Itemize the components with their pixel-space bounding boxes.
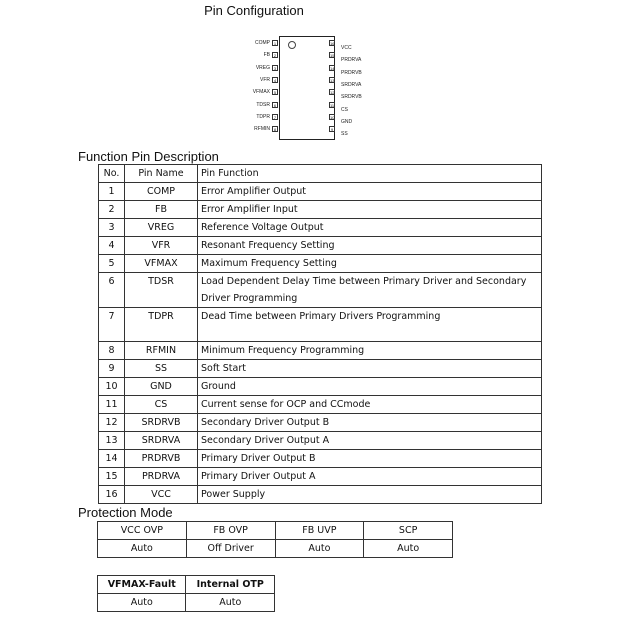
- pin-name-cell: FB: [125, 201, 198, 219]
- ic-chip-body: [279, 36, 335, 140]
- value-cell: Auto: [98, 540, 187, 558]
- pin-label: VREG: [255, 64, 270, 71]
- pin-function-cell: Minimum Frequency Programming: [198, 342, 542, 360]
- table-row: [99, 219, 542, 237]
- table-row: [99, 342, 542, 360]
- pin-function-cell: Current sense for OCP and CCmode: [198, 396, 542, 414]
- pin-number-cell: 2: [99, 201, 125, 219]
- table-row: [99, 414, 542, 432]
- pin-number-box: 13: [330, 77, 335, 83]
- table-row: [99, 308, 542, 342]
- pin-number-box: 16: [330, 41, 335, 46]
- pin-name-cell: VFR: [125, 237, 198, 255]
- pin-function-cell: Primary Driver Output B: [198, 450, 542, 468]
- pin-number-box: 15: [330, 53, 335, 59]
- table-row: [98, 540, 453, 558]
- pin-name-cell: PRDRVB: [125, 450, 198, 468]
- pin-description-table: [98, 164, 542, 504]
- pin-label: VFMAX: [252, 89, 270, 96]
- pin-label: PRDRVA: [341, 57, 362, 64]
- pin-function-cell: Error Amplifier Output: [198, 183, 542, 201]
- pin-name-cell: VFMAX: [125, 255, 198, 273]
- pin-function-cell: Ground: [198, 378, 542, 396]
- table-row: [99, 468, 542, 486]
- header-pin-name: Pin Name: [125, 165, 198, 183]
- table-row: [99, 450, 542, 468]
- pin-number-box: 3: [273, 65, 277, 71]
- pin-number-box: 5: [273, 90, 277, 96]
- pin-number-cell: 13: [99, 432, 125, 450]
- header-cell: Internal OTP: [186, 576, 275, 594]
- protection-mode-table: [97, 521, 453, 558]
- pin-number-box: 4: [273, 77, 277, 83]
- pin-desc-title: Function Pin Description: [78, 149, 219, 164]
- header-cell: FB UVP: [275, 522, 364, 540]
- pin-name-cell: SRDRVA: [125, 432, 198, 450]
- pin-number-cell: 6: [99, 273, 125, 308]
- pin-number-cell: 8: [99, 342, 125, 360]
- table-row: [98, 522, 453, 540]
- header-cell: FB OVP: [186, 522, 275, 540]
- pin1-notch-icon: [288, 41, 296, 49]
- value-cell: Auto: [364, 540, 453, 558]
- pin-label: TDSR: [256, 101, 270, 108]
- pin-function-cell: Dead Time between Primary Drivers Programming: [198, 308, 542, 342]
- pin-label: SS: [341, 131, 348, 138]
- pin-number-cell: 7: [99, 308, 125, 342]
- pin-name-cell: TDPR: [125, 308, 198, 342]
- pin-number-cell: 3: [99, 219, 125, 237]
- table-row: [99, 378, 542, 396]
- value-cell: Auto: [98, 594, 186, 612]
- pin-number-box: 1: [273, 41, 277, 46]
- pin-function-cell: Secondary Driver Output A: [198, 432, 542, 450]
- pin-label: PRDRVB: [341, 69, 362, 76]
- pin-number-cell: 14: [99, 450, 125, 468]
- pin-function-cell: Maximum Frequency Setting: [198, 255, 542, 273]
- protection-mode-table-2: [97, 575, 275, 612]
- table-row: [98, 594, 275, 612]
- pin-name-cell: TDSR: [125, 273, 198, 308]
- pin-function-cell: Load Dependent Delay Time between Primary Driver and Secondary Driver Programming: [198, 273, 542, 308]
- pin-label: FB: [263, 52, 270, 59]
- pin-number-cell: 12: [99, 414, 125, 432]
- pin-number-cell: 15: [99, 468, 125, 486]
- pin-label: CS: [341, 106, 348, 113]
- header-cell: VFMAX-Fault: [98, 576, 186, 594]
- pin-function-cell: Resonant Frequency Setting: [198, 237, 542, 255]
- pin-number-cell: 5: [99, 255, 125, 273]
- pin-number-box: 8: [273, 127, 277, 133]
- pin-name-cell: COMP: [125, 183, 198, 201]
- pin-number-cell: 1: [99, 183, 125, 201]
- table-row: [99, 273, 542, 308]
- table-row: [98, 576, 275, 594]
- pin-label: VFR: [260, 76, 270, 83]
- pin-number-cell: 10: [99, 378, 125, 396]
- pin-label: VCC: [341, 45, 352, 51]
- pin-function-cell: Reference Voltage Output: [198, 219, 542, 237]
- header-cell: VCC OVP: [98, 522, 187, 540]
- value-cell: Auto: [186, 594, 275, 612]
- pin-name-cell: CS: [125, 396, 198, 414]
- pin-number-box: 6: [273, 102, 277, 108]
- protection-title: Protection Mode: [78, 505, 173, 520]
- pin-number-cell: 16: [99, 486, 125, 504]
- pin-number-cell: 4: [99, 237, 125, 255]
- pin-number-cell: 9: [99, 360, 125, 378]
- pin-number-box: 10: [330, 114, 335, 120]
- pin-label: TDPR: [256, 113, 270, 120]
- pin-label: SRDRVB: [341, 94, 362, 101]
- pin-number-box: 11: [330, 102, 335, 108]
- table-header-row: [99, 165, 542, 183]
- value-cell: Off Driver: [186, 540, 275, 558]
- header-no: No.: [99, 165, 125, 183]
- pin-label: SRDRVA: [341, 81, 362, 88]
- pin-number-cell: 11: [99, 396, 125, 414]
- header-cell: SCP: [364, 522, 453, 540]
- table-row: [99, 255, 542, 273]
- pin-label: GND: [341, 118, 353, 125]
- pin-function-cell: Power Supply: [198, 486, 542, 504]
- pin-number-box: 9: [330, 127, 334, 133]
- pin-number-box: 7: [273, 114, 277, 120]
- pin-function-cell: Soft Start: [198, 360, 542, 378]
- table-row: [99, 360, 542, 378]
- pin-name-cell: PRDRVA: [125, 468, 198, 486]
- pin-label: COMP: [255, 40, 270, 46]
- pin-number-box: 12: [330, 90, 335, 96]
- table-row: [99, 201, 542, 219]
- header-pin-function: Pin Function: [198, 165, 542, 183]
- pin-number-box: 14: [330, 65, 335, 71]
- value-cell: Auto: [275, 540, 364, 558]
- pin-number-box: 2: [273, 53, 277, 59]
- pin-name-cell: GND: [125, 378, 198, 396]
- table-row: [99, 432, 542, 450]
- pin-config-title: Pin Configuration: [204, 3, 304, 18]
- pin-name-cell: SS: [125, 360, 198, 378]
- pin-function-cell: Error Amplifier Input: [198, 201, 542, 219]
- pin-name-cell: VREG: [125, 219, 198, 237]
- table-row: [99, 183, 542, 201]
- pin-name-cell: VCC: [125, 486, 198, 504]
- pin-name-cell: RFMIN: [125, 342, 198, 360]
- table-row: [99, 237, 542, 255]
- pin-function-cell: Secondary Driver Output B: [198, 414, 542, 432]
- pin-function-cell: Primary Driver Output A: [198, 468, 542, 486]
- pin-name-cell: SRDRVB: [125, 414, 198, 432]
- table-row: [99, 396, 542, 414]
- table-row: [99, 486, 542, 504]
- pin-label: RFMIN: [254, 126, 270, 133]
